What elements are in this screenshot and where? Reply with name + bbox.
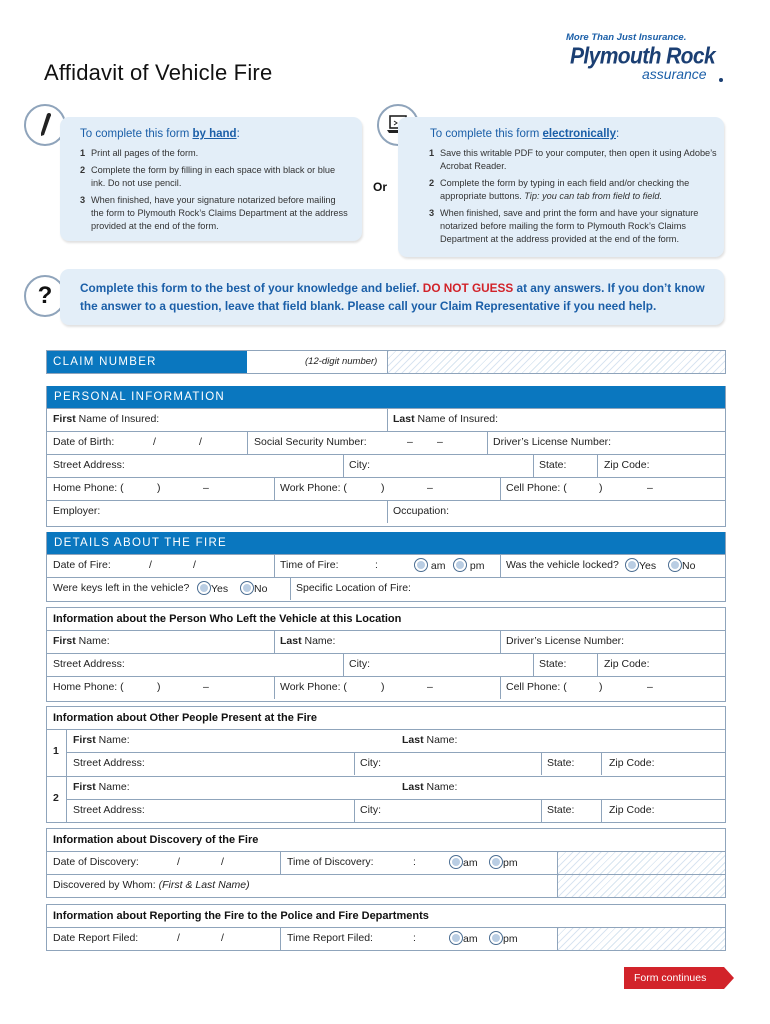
radio-icon[interactable] — [625, 558, 639, 572]
discovered-by-label: Discovered by Whom: (First & Last Name) — [53, 879, 250, 891]
slash: / — [193, 559, 196, 571]
logo-sub: assurance — [642, 66, 707, 82]
keys-yes-option[interactable]: Yes — [197, 581, 228, 595]
fire-date-input[interactable] — [117, 555, 271, 577]
divider — [487, 432, 488, 454]
other1-zip-input[interactable] — [663, 753, 725, 775]
divider — [601, 753, 602, 775]
report-date-row — [47, 927, 725, 950]
divider — [387, 501, 388, 523]
work-phone-input[interactable] — [352, 478, 498, 500]
dash: – — [203, 681, 209, 693]
other-people-heading: Information about Other People Present at the Fire — [47, 707, 725, 729]
fire-time-label: Time of Fire: — [280, 559, 339, 571]
insured-first-name-label: First Name of Insured: — [53, 413, 160, 425]
employer-input[interactable] — [107, 501, 385, 523]
work-phone-label: Work Phone: ( — [280, 482, 347, 494]
other1-state-label: State: — [547, 757, 575, 769]
ssn-input[interactable] — [375, 432, 485, 454]
discovery-section — [46, 828, 726, 898]
dash: – — [437, 436, 443, 448]
other1-first-name-input[interactable] — [127, 730, 397, 752]
divider — [354, 800, 355, 822]
person-zip-label: Zip Code: — [604, 658, 650, 670]
slash: / — [153, 436, 156, 448]
radio-icon[interactable] — [414, 558, 428, 572]
claim-number-row — [46, 350, 726, 374]
report-time-input[interactable] — [381, 928, 447, 950]
other1-name-row — [67, 729, 725, 752]
other2-state-input[interactable] — [581, 800, 601, 822]
employment-row — [47, 500, 725, 523]
page-title: Affidavit of Vehicle Fire — [44, 60, 273, 85]
other1-last-name-label: Last Name: — [402, 734, 458, 746]
divider — [500, 478, 501, 500]
report-section — [46, 904, 726, 951]
person-city-input[interactable] — [377, 654, 531, 676]
person-work-phone-label: Work Phone: ( — [280, 681, 347, 693]
insured-last-name-label: Last Name of Insured: — [393, 413, 499, 425]
zip-label: Zip Code: — [604, 459, 650, 471]
other1-first-name-label: First Name: — [73, 734, 130, 746]
person-left-vehicle-heading: Information about the Person Who Left the Vehicle at this Location — [47, 608, 725, 630]
other1-zip-label: Zip Code: — [609, 757, 655, 769]
divider — [280, 852, 281, 874]
report-am-option[interactable]: am — [449, 931, 478, 945]
hatched-blank — [557, 875, 725, 897]
list-item: 1 Save this writable PDF to your computer, then open it using Adobe’s Acrobat Reader. — [429, 148, 717, 171]
radio-icon[interactable] — [489, 931, 503, 945]
slash: / — [221, 856, 224, 868]
divider — [274, 555, 275, 577]
fire-date-label: Date of Fire: — [53, 559, 111, 571]
discovery-date-input[interactable] — [147, 852, 277, 874]
radio-icon[interactable] — [453, 558, 467, 572]
claim-number-field[interactable] — [387, 351, 725, 373]
discovery-time-label: Time of Discovery: — [287, 856, 374, 868]
insured-last-name-input[interactable] — [497, 409, 725, 431]
other2-first-name-input[interactable] — [127, 777, 397, 799]
dob-input[interactable] — [119, 432, 243, 454]
divider — [500, 631, 501, 653]
person-name-row — [47, 630, 725, 653]
ssn-label: Social Security Number: — [254, 436, 367, 448]
cell-phone-input[interactable] — [574, 478, 725, 500]
zip-input[interactable] — [659, 455, 725, 477]
report-time-label: Time Report Filed: — [287, 932, 373, 944]
hand-instructions-panel — [60, 117, 362, 241]
fire-location-input[interactable] — [417, 578, 725, 600]
radio-icon[interactable] — [489, 855, 503, 869]
list-item: 1 Print all pages of the form. — [80, 148, 199, 158]
divider — [280, 928, 281, 950]
fire-date-row — [47, 554, 725, 577]
keys-left-label: Were keys left in the vehicle? — [53, 582, 190, 594]
radio-icon[interactable] — [668, 558, 682, 572]
slash: / — [199, 436, 202, 448]
vehicle-locked-label: Was the vehicle locked? — [506, 559, 619, 571]
other2-city-input[interactable] — [387, 800, 539, 822]
person-state-label: State: — [539, 658, 567, 670]
person-work-phone-input[interactable] — [352, 677, 498, 699]
paren: ) — [381, 681, 385, 693]
other1-city-label: City: — [360, 757, 381, 769]
slash: / — [177, 856, 180, 868]
discovered-by-input[interactable] — [257, 875, 557, 897]
other2-name-row — [67, 776, 725, 799]
person-last-name-input[interactable] — [337, 631, 499, 653]
hatched-blank — [557, 852, 725, 874]
other2-last-name-input[interactable] — [457, 777, 725, 799]
street-label: Street Address: — [53, 459, 125, 471]
divider — [533, 654, 534, 676]
keys-no-option[interactable]: No — [240, 581, 267, 595]
or-label: Or — [373, 180, 388, 194]
divider — [533, 455, 534, 477]
dob-row — [47, 431, 725, 454]
hatched-blank — [557, 928, 725, 950]
question-icon: ? — [24, 275, 66, 317]
divider — [541, 753, 542, 775]
other1-last-name-input[interactable] — [457, 730, 725, 752]
divider — [601, 800, 602, 822]
divider — [597, 455, 598, 477]
occupation-label: Occupation: — [393, 505, 450, 517]
personal-information-heading: PERSONAL INFORMATION — [47, 386, 725, 408]
discovery-date-row — [47, 851, 725, 874]
person-first-name-label: First Name: — [53, 635, 110, 647]
person-first-name-input[interactable] — [107, 631, 273, 653]
list-item: 2 Complete the form by typing in each field and/or checking the appropriate buttons. Tip: you can tab from field to field. — [429, 178, 690, 201]
insured-first-name-input[interactable] — [147, 409, 383, 431]
other1-address-row — [67, 752, 725, 775]
keys-row — [47, 577, 725, 600]
person-phone-row — [47, 676, 725, 699]
person-1-number: 1 — [47, 729, 67, 776]
divider — [343, 654, 344, 676]
other2-city-label: City: — [360, 804, 381, 816]
other2-address-row — [67, 799, 725, 822]
radio-icon[interactable] — [197, 581, 211, 595]
report-date-input[interactable] — [147, 928, 277, 950]
locked-no-option[interactable]: No — [668, 558, 695, 572]
radio-icon[interactable] — [240, 581, 254, 595]
report-pm-option[interactable]: pm — [489, 931, 518, 945]
divider — [354, 753, 355, 775]
claim-number-hint: (12-digit number) — [305, 356, 378, 367]
radio-icon[interactable] — [449, 931, 463, 945]
discovery-heading: Information about Discovery of the Fire — [47, 829, 725, 851]
person-left-vehicle-section — [46, 607, 726, 702]
report-heading: Information about Reporting the Fire to the Police and Fire Departments — [47, 905, 725, 927]
address-row — [47, 454, 725, 477]
divider — [274, 677, 275, 699]
fire-am-option[interactable]: am — [414, 558, 446, 572]
warning-panel — [60, 269, 724, 325]
dash: – — [427, 482, 433, 494]
claim-number-label: CLAIM NUMBER — [47, 351, 247, 373]
person-cell-phone-input[interactable] — [574, 677, 725, 699]
paren: ) — [381, 482, 385, 494]
home-phone-input[interactable] — [123, 478, 273, 500]
warning-text: Complete this form to the best of your knowledge and belief. DO NOT GUESS at any answers. If you don’t know the answer to a question, leave that field blank. Please call your Claim Representative if you need help. — [80, 281, 705, 313]
hand-steps — [80, 147, 350, 233]
divider — [290, 578, 291, 600]
state-label: State: — [539, 459, 567, 471]
discovery-date-label: Date of Discovery: — [53, 856, 139, 868]
person-state-input[interactable] — [573, 654, 597, 676]
person-cell-phone-label: Cell Phone: ( — [506, 681, 567, 693]
logo-tagline: More Than Just Insurance. — [566, 32, 687, 43]
personal-information-section — [46, 386, 726, 527]
divider — [343, 455, 344, 477]
dash: – — [647, 482, 653, 494]
paren: ) — [599, 482, 603, 494]
dash: – — [427, 681, 433, 693]
paren: ) — [157, 681, 161, 693]
divider — [500, 677, 501, 699]
other2-zip-input[interactable] — [663, 800, 725, 822]
person-last-name-label: Last Name: — [280, 635, 336, 647]
person-home-phone-input[interactable] — [123, 677, 273, 699]
person-zip-input[interactable] — [659, 654, 725, 676]
divider — [274, 631, 275, 653]
city-label: City: — [349, 459, 370, 471]
electronic-heading: To complete this form electronically: — [430, 128, 620, 140]
other1-street-label: Street Address: — [73, 757, 145, 769]
divider — [541, 800, 542, 822]
locked-yes-option[interactable]: Yes — [625, 558, 656, 572]
paren: ) — [157, 482, 161, 494]
fire-time-input[interactable] — [343, 555, 413, 577]
dash: – — [203, 482, 209, 494]
slash: / — [149, 559, 152, 571]
plymouth-rock-logo — [560, 32, 730, 82]
other2-zip-label: Zip Code: — [609, 804, 655, 816]
other2-street-label: Street Address: — [73, 804, 145, 816]
other-people-section — [46, 706, 726, 823]
fire-location-label: Specific Location of Fire: — [296, 582, 411, 594]
other2-state-label: State: — [547, 804, 575, 816]
divider — [500, 555, 501, 577]
other1-state-input[interactable] — [581, 753, 601, 775]
employer-label: Employer: — [53, 505, 101, 517]
dl-label: Driver’s License Number: — [493, 436, 612, 448]
divider — [597, 654, 598, 676]
fire-details-section — [46, 532, 726, 602]
dob-label: Date of Birth: — [53, 436, 115, 448]
other1-street-input[interactable] — [151, 753, 351, 775]
home-phone-label: Home Phone: ( — [53, 482, 124, 494]
dash: – — [647, 681, 653, 693]
other2-first-name-label: First Name: — [73, 781, 130, 793]
list-item: 3 When finished, save and print the form and have your signature notarized before mailing the form to Plymouth Rock’s Claims Department at the address provided at the end of the form. — [429, 208, 699, 244]
person-dl-label: Driver’s License Number: — [506, 635, 625, 647]
discovery-time-input[interactable] — [381, 852, 447, 874]
electronic-steps — [429, 147, 719, 246]
cell-phone-label: Cell Phone: ( — [506, 482, 567, 494]
fire-details-heading: DETAILS ABOUT THE FIRE — [47, 532, 725, 554]
radio-icon[interactable] — [449, 855, 463, 869]
colon: : — [413, 856, 416, 868]
other2-last-name-label: Last Name: — [402, 781, 458, 793]
state-input[interactable] — [573, 455, 597, 477]
insured-name-row — [47, 408, 725, 431]
colon: : — [375, 559, 378, 571]
paren: ) — [599, 681, 603, 693]
form-continues-button[interactable]: Form continues — [624, 967, 724, 989]
slash: / — [221, 932, 224, 944]
report-date-label: Date Report Filed: — [53, 932, 139, 944]
divider — [247, 432, 248, 454]
dash: – — [407, 436, 413, 448]
electronic-instructions-panel — [398, 117, 724, 257]
person-street-label: Street Address: — [53, 658, 125, 670]
logo-name: Plymouth Rock — [570, 43, 716, 70]
discovery-pm-option[interactable]: pm — [489, 855, 518, 869]
street-input[interactable] — [131, 455, 341, 477]
other1-city-input[interactable] — [387, 753, 539, 775]
discovered-by-row — [47, 874, 725, 897]
list-item: 3 When finished, have your signature notarized before mailing the form to Plymouth Rock’s Claims Department at the address provided at the end of the form. — [80, 195, 348, 231]
person-home-phone-label: Home Phone: ( — [53, 681, 124, 693]
city-input[interactable] — [377, 455, 531, 477]
person-street-input[interactable] — [131, 654, 341, 676]
person-address-row — [47, 653, 725, 676]
slash: / — [177, 932, 180, 944]
person-2-number: 2 — [47, 776, 67, 823]
list-item: 2 Complete the form by filling in each space with black or blue ink. Do not use pencil. — [80, 165, 336, 188]
logo-dot — [719, 78, 723, 82]
fire-pm-option[interactable]: pm — [453, 558, 485, 572]
occupation-input[interactable] — [457, 501, 725, 523]
hand-heading: To complete this form by hand: — [80, 128, 240, 140]
person-dl-input[interactable] — [631, 631, 725, 653]
person-city-label: City: — [349, 658, 370, 670]
divider — [274, 478, 275, 500]
colon: : — [413, 932, 416, 944]
discovery-am-option[interactable]: am — [449, 855, 478, 869]
phone-row — [47, 477, 725, 500]
dl-input[interactable] — [617, 432, 725, 454]
divider — [387, 409, 388, 431]
other2-street-input[interactable] — [151, 800, 351, 822]
